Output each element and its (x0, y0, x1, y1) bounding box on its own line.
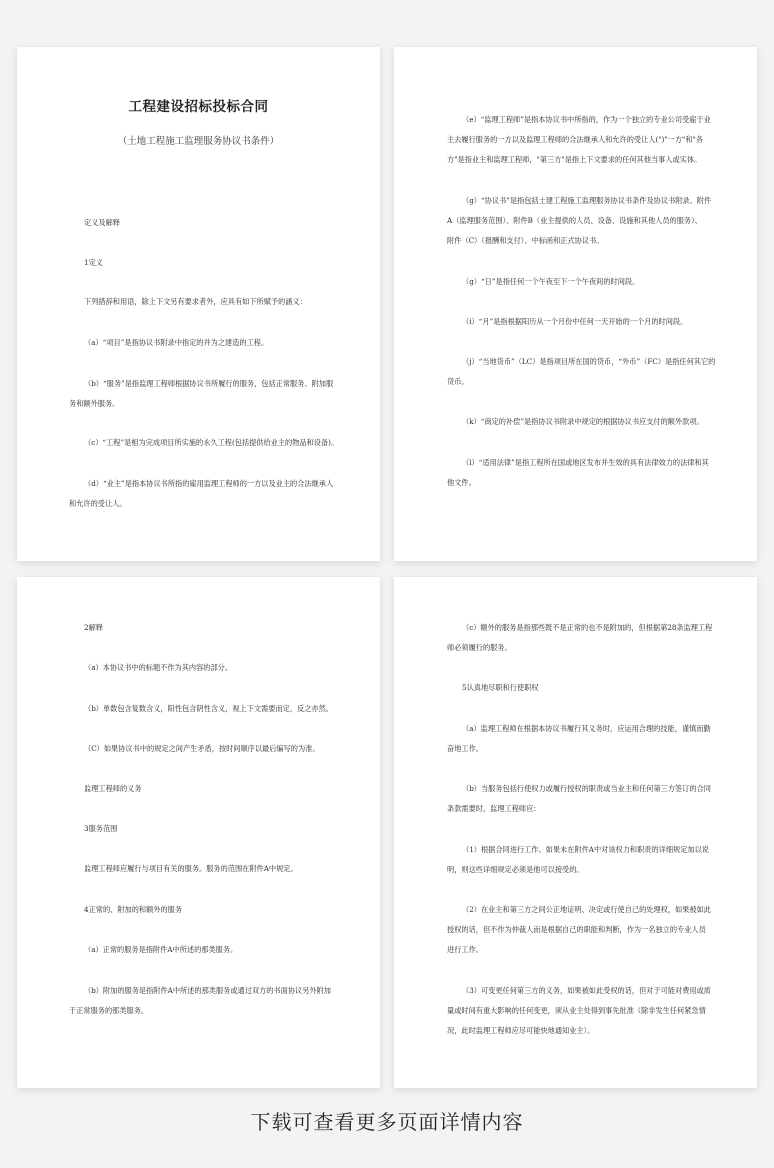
section-heading: 定义及解释 (84, 218, 120, 227)
clause-heading: 2解释 (84, 623, 103, 632)
text-line: 附件（C）（报酬和支付）、中标函和正式协议书。 (447, 236, 604, 245)
text-line: （d）“业主”是指本协议书所指的雇用监理工程师的一方以及业主的合法继承人 (84, 479, 334, 488)
text-line: （a）监理工程师在根据本协议书履行其义务时，应运用合理的技能，谨慎而勤 (462, 724, 711, 733)
document-subtitle: （土地工程施工监理服务协议书条件） (117, 136, 280, 147)
text-line: 和允许的受让人。 (69, 499, 127, 508)
text-line: 授权的话，但不作为仲裁人而是根据自己的职能和判断，作为一名独立的专业人员 (447, 925, 706, 934)
text-line: （a）正常的服务是指附件A中所述的那类服务。 (84, 945, 238, 954)
text-line: （g）“协议书”是指包括土建工程施工监理服务协议书条件及协议书附录、附件 (462, 196, 712, 205)
text-line: 务和额外服务。 (69, 399, 120, 408)
document-title: 工程建设招标投标合同 (128, 99, 269, 115)
text-line: （g）“日”是指任何一个午夜至下一个午夜间的时间段。 (462, 277, 640, 286)
clause-heading: 4正常的、附加的和额外的服务 (84, 905, 183, 914)
text-line: 于正常服务的那类服务。 (69, 1006, 149, 1015)
text-line: 监理工程师应履行与项目有关的服务。服务的范围在附件A中规定。 (84, 864, 298, 873)
text-line: A（监理服务范围）、附件B（业主提供的人员、设备、设施和其他人员的服务）、 (447, 216, 702, 225)
document-page-4 (394, 577, 757, 1088)
text-line: 师必须履行的服务。 (447, 643, 512, 652)
text-line: （c）“工程”是相为完成项目所实施的永久工程(包括提供给业主的物品和设备)。 (84, 438, 339, 447)
text-line: 方"是指业主和监理工程师，"第三方"是指上下文要求的任何其他当事人或实体。 (447, 155, 702, 164)
text-line: 货币。 (447, 377, 469, 386)
text-line: （b）“服务”是指监理工程师根据协议书所履行的服务，包括正常服务、附加服 (84, 379, 334, 388)
text-line: 况，此时监理工程师应尽可能快地通知业主）。 (447, 1026, 595, 1035)
document-page-2 (394, 47, 757, 561)
text-line: （e）“监理工程师”是指本协议书中所指的，作为一个独立的专业公司受雇于业 (462, 115, 711, 124)
text-line: （b）单数包含复数含义，阳性包含阴性含义，视上下文需要而定，反之亦然。 (84, 704, 333, 713)
text-line: （c）额外的服务是指那些既不是正常的也不是附加的，但根据第28条监理工程 (462, 623, 713, 632)
clause-heading: 3服务范围 (84, 824, 118, 833)
text-line: （b）当服务包括行使权力或履行授权的职责或当业主和任何第三方签订的合同 (462, 784, 711, 793)
text-line: （a）“项目”是指协议书附录中指定的并为之建造的工程。 (84, 338, 269, 347)
text-line: 下列措辞和用语，除上下文另有要求者外，应具有如下所赋予的涵义： (84, 297, 307, 306)
text-line: （3）可变更任何第三方的义务，如果被如此受权的话，但对于可能对费用或质 (462, 986, 711, 995)
text-line: 奋地工作。 (447, 744, 483, 753)
text-line: （j）“当地货币”（LC）是指项目所在国的货币，“外币”（FC）是指任何其它的 (462, 357, 716, 366)
text-line: （b）附加的服务是指附件A中所述的那类服务或通过双方的书面协议另外附加 (84, 986, 331, 995)
text-line: （k）“商定的补偿”是指协议书附录中规定的根据协议书应支付的额外款项。 (462, 417, 704, 426)
text-line: （2）在业主和第三方之间公正地证明、决定或行使自己的处理权，如果被如此 (462, 905, 711, 914)
clause-heading: 5认真地尽职和行使职权 (462, 683, 539, 692)
download-more-pages-prompt: 下载可查看更多页面详情内容 (250, 1110, 524, 1134)
text-line: 量或时间有重大影响的任何变更，须从业主处得到事先批准（除非发生任何紧急情 (447, 1006, 706, 1015)
document-page-3 (17, 577, 380, 1088)
text-line: 进行工作。 (447, 945, 483, 954)
text-line: （a）本协议书中的标题不作为其内容的部分。 (84, 663, 233, 672)
text-line: 明，则这些详细规定必须是他可以接受的。 (447, 865, 584, 874)
text-line: 他文件。 (447, 478, 476, 487)
clause-heading: 1定义 (84, 258, 103, 267)
text-line: （i）“月”是指根据阳历从一个月份中任何一天开始的一个月的时间段。 (462, 317, 688, 326)
text-line: （l）“适用法律”是指工程所在国或地区发布并生效的具有法律效力的法律和其 (462, 458, 709, 467)
text-line: 条款需要时，监理工程师应： (447, 804, 541, 813)
document-page-1 (17, 47, 380, 561)
text-line: 主去履行服务的一方以及监理工程师的合法继承人和允许的受让人(")"一方"和"各 (447, 135, 704, 144)
text-line: （1）根据合同进行工作。如果未在附件A中对该权力和职责的详细规定加以说 (462, 845, 709, 854)
text-line: （C）如果协议书中的规定之间产生矛盾，按时间顺序以最后编写的为准。 (84, 744, 320, 753)
section-heading: 监理工程师的义务 (84, 784, 142, 793)
